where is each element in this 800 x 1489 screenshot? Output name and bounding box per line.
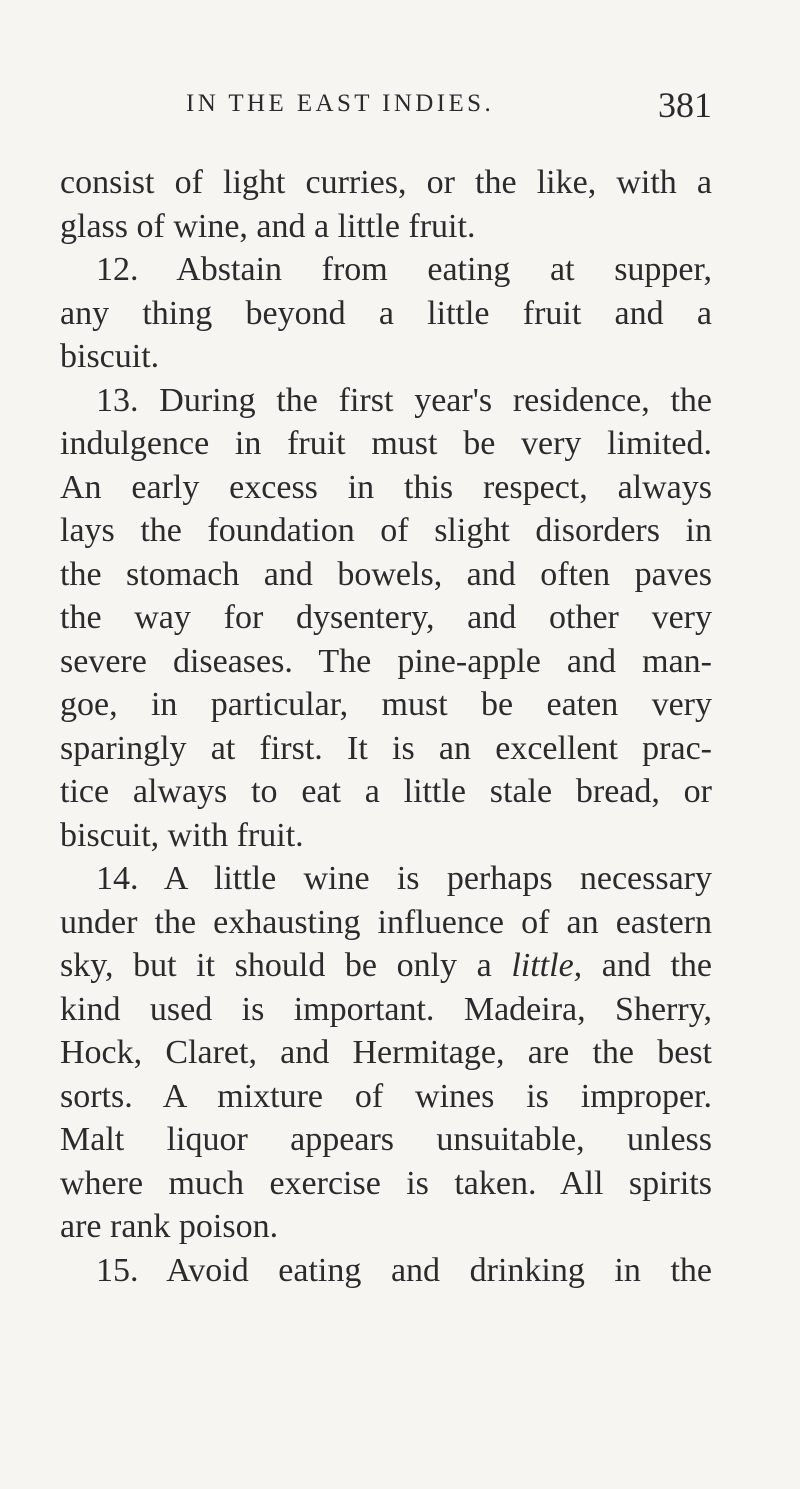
body-text (60, 161, 712, 1292)
text-line: consist of light curries, or the like, with a (60, 164, 712, 201)
text-line: kind used is important. Madeira, Sherry, (60, 990, 712, 1028)
text-line: 12. Abstain from eating at supper, (96, 251, 712, 288)
text-segment: sky, but it should be only a (60, 947, 512, 984)
page-number: 381 (658, 85, 712, 125)
text-line: sparingly at first. It is an excellent prac- (60, 729, 712, 767)
text-line: tice always to eat a little stale bread, or (60, 773, 712, 810)
text-line: glass of wine, and a little fruit. (60, 207, 476, 245)
text-line: goe, in particular, must be eaten very (60, 686, 712, 723)
text-line: 14. A little wine is perhaps necessary (96, 860, 712, 897)
text-line: Malt liquor appears unsuitable, unless (60, 1121, 712, 1158)
text-line: where much exercise is taken. All spirits (60, 1164, 712, 1202)
text-line: severe diseases. The pine-apple and man- (60, 642, 712, 680)
text-line: biscuit, with fruit. (60, 816, 304, 854)
italic-word: little, (511, 947, 583, 984)
text-line: indulgence in fruit must be very limited. (60, 425, 712, 462)
running-title: IN THE EAST INDIES. (186, 90, 495, 117)
text-line: the way for dysentery, and other very (60, 599, 712, 636)
text-segment: and the (582, 947, 712, 984)
text-line: An early excess in this respect, always (60, 468, 712, 506)
text-line: the stomach and bowels, and often paves (60, 555, 712, 593)
text-line: under the exhausting influence of an eastern (60, 903, 712, 941)
running-head (60, 84, 712, 124)
text-line: biscuit. (60, 338, 160, 375)
text-line: Hock, Claret, and Hermitage, are the best (60, 1034, 712, 1071)
text-line: lays the foundation of slight disorders in (60, 512, 712, 549)
text-line: are rank poison. (60, 1208, 279, 1245)
text-line: any thing beyond a little fruit and a (60, 294, 712, 332)
text-line: 15. Avoid eating and drinking in the (96, 1251, 712, 1289)
text-line: 13. During the first year's residence, the (96, 381, 712, 419)
text-line (60, 944, 712, 988)
text-line: sorts. A mixture of wines is improper. (60, 1077, 712, 1115)
